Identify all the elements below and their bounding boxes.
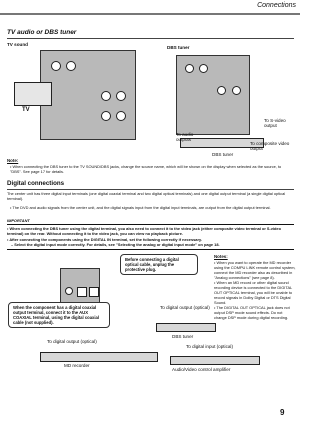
to-s-video-output-label: To S-video output — [264, 118, 286, 128]
note-item: • When you want to operate the MD recorder using the COMPU LINK remote control system, connect the MD recorder also as described in "Analog connections" (see page 8). — [214, 260, 296, 280]
jack-icon — [65, 287, 73, 295]
header-rule — [0, 13, 300, 15]
note-heading: Note: — [7, 158, 19, 163]
md-recorder-device — [40, 352, 158, 362]
optical-jack-icon — [77, 287, 87, 297]
tv-sound-label: TV sound — [7, 42, 28, 47]
page-number: 9 — [280, 408, 285, 417]
important-rule — [7, 224, 294, 225]
jack-icon — [116, 91, 126, 101]
note-item: • When connecting the DBS tuner to the TV SOUND/DBS jacks, change the source name, which will be shown on the display when selected as the source, to "DBS". See page 17 for details. — [10, 164, 282, 174]
tv-label: TV — [22, 107, 30, 113]
dbs-tuner-label-2: DBS tuner — [172, 334, 194, 339]
jack-icon — [199, 64, 208, 73]
digital-intro: The center unit has three digital input terminals (one digital coaxial terminal and two digital optical terminals) and one digital output terminal (a single digital optical terminal). — [7, 191, 286, 201]
digital-bullet: • The DVD and audio signals from the center unit, and the digital signals input from the digital input terminals, are output from the digital output terminal. — [10, 205, 271, 210]
callout-digital-cable: Before connecting a digital optical cable, unplug the protective plug. — [120, 254, 198, 275]
section-header: Connections — [257, 2, 296, 9]
dbs-to-digital-output-label: To digital output (optical) — [160, 305, 210, 310]
to-audio-outputs-label: To audio outputs — [176, 132, 194, 142]
important-item: • After connecting the components using the DIGITAL IN terminal, set the following correctly if necessary. — [7, 237, 202, 242]
to-composite-video-output-label: To composite video output — [250, 141, 290, 151]
important-item: – Select the digital input mode correctly. For details, see "Selecting the analog or digital input mode" on page 18. — [11, 242, 220, 247]
section-rule — [7, 38, 294, 39]
section-title-tv-dbs: TV audio or DBS tuner — [7, 29, 77, 36]
jack-icon — [116, 111, 126, 121]
to-digital-input-label: To digital input (optical) — [186, 344, 233, 349]
jack-icon — [101, 91, 111, 101]
callout-coaxial: When the component has a digital coaxial output terminal, connect it to the AUX COAXIAL terminal, using the digital coaxial cable (not supplied). — [8, 302, 110, 328]
jack-icon — [51, 61, 61, 71]
amplifier-label: Audio/Video control amplifier — [172, 367, 231, 372]
center-unit-left-panel — [40, 50, 136, 140]
dbs-tuner-label: DBS tuner — [167, 45, 190, 50]
notes-list — [214, 260, 296, 320]
jack-icon — [66, 61, 76, 71]
important-item: • When connecting the DBS tuner using the digital terminal, you also need to connect it to the video jack (either composite video terminal or S-video terminal) on the rear. Without connecting it to the video jack, you can view no playback picture. — [7, 226, 281, 236]
dbs-tuner-caption: DBS tuner — [212, 152, 234, 157]
tv-icon — [14, 82, 52, 106]
center-unit-right-panel — [176, 55, 250, 135]
jack-icon — [101, 111, 111, 121]
jack-icon — [217, 86, 226, 95]
section-rule — [7, 189, 294, 190]
section-title-digital: Digital connections — [7, 180, 65, 187]
optical-jack-icon — [89, 287, 99, 297]
jack-icon — [185, 64, 194, 73]
important-heading: IMPORTANT — [7, 218, 30, 223]
important-rule — [7, 249, 294, 250]
md-recorder-label: MD recorder — [64, 363, 90, 368]
amplifier-device — [170, 356, 260, 365]
jack-icon — [232, 86, 241, 95]
note-item: • The DIGITAL OUT OPTICAL jack does not output DSP mode sound effects. Do not change DSP mode during digital recording. — [214, 305, 290, 320]
note-item: • When an MD record or other digital sound recording device is connected to the DIGITAL OUT OPTICAL terminal, you will be unable to record signals in Dolby Digital or DTS Digital Sound. — [214, 280, 293, 305]
dbs-tuner-device-2 — [156, 323, 216, 332]
notes-heading: Notes: — [214, 254, 228, 259]
md-to-digital-output-label: To digital output (optical) — [47, 339, 97, 344]
